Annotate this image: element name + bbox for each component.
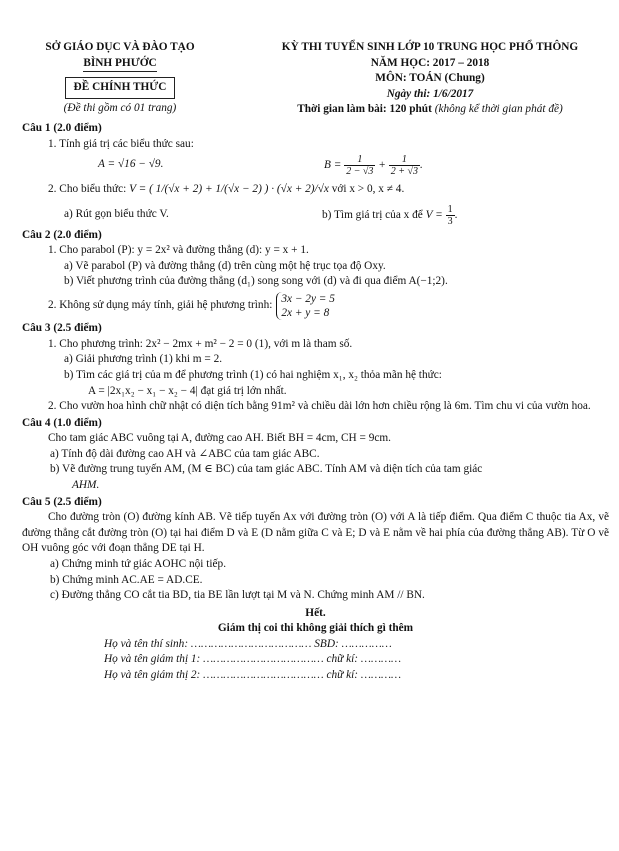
end-marker: Hết. (305, 606, 326, 619)
duration-note: (không kể thời gian phát đề) (434, 103, 563, 116)
q1-expressions (22, 152, 609, 178)
q5-b: b) Chứng minh AC.AE = AD.CE. (50, 573, 203, 586)
frac-1-den: 2 − √3 (346, 165, 374, 177)
expression-a: A = √16 − √9. (98, 158, 164, 171)
proctor-1-line: Họ và tên giám thị 1: ……………………………… chữ kí: ………… (104, 653, 402, 666)
question-1-title: Câu 1 (2.0 điểm) (22, 122, 102, 134)
q5-a: a) Chứng minh tứ giác AOHC nội tiếp. (50, 557, 227, 570)
exam-title: KỲ THI TUYỂN SINH LỚP 10 TRUNG HỌC PHỔ THÔNG (281, 41, 579, 53)
third-den: 3 (447, 215, 453, 227)
q3-part1-b: b) Tìm các giá trị của m để phương trình (1) có hai nghiệm x₁, x₂ thỏa mãn hệ thức: (64, 369, 442, 381)
invigilator-note: Giám thị coi thi không giải thích gì thêm (217, 622, 414, 635)
question-4-title: Câu 4 (1.0 điểm) (22, 416, 102, 429)
page-count-note: (Đề thi gồm có 01 trang) (63, 101, 177, 114)
q3-part1-a: a) Giải phương trình (1) khi m = 2. (64, 353, 223, 366)
equation-2: 2x + y = 8 (281, 307, 330, 320)
fraction-2 (389, 154, 420, 177)
frac-2-num: 1 (389, 154, 420, 166)
fraction-third (446, 204, 455, 227)
expr-b-end: . (419, 158, 423, 171)
duration-text: Thời gian làm bài: 120 phút (297, 103, 432, 116)
q4-b-cont: AHM. (72, 479, 100, 492)
school-year: NĂM HỌC: 2017 – 2018 (370, 56, 490, 69)
q4-intro: Cho tam giác ABC vuông tại A, đường cao AH. Biết BH = 4cm, CH = 9cm. (48, 432, 392, 445)
department-block (30, 40, 210, 116)
frac-2-den: 2 + √3 (390, 165, 418, 177)
equation-system (276, 292, 335, 320)
q2-part1: 1. Cho parabol (P): y = 2x² và đường thẳng (d): y = x + 1. (48, 244, 309, 257)
q1-b-text: b) Tìm giá trị của x để (322, 208, 423, 221)
q5-intro: Cho đường tròn (O) đường kính AB. Vẽ tiếp tuyến Ax với đường tròn (O) với A là tiếp điểm. Qua điểm C thuộc tia Ax, vẽ đường thẳng cắt đường tròn (O) tại hai điểm D và E (D nằm giữa C và E; D và E nằm về hai phía của đường thẳng AB). Từ O vẽ OH vuông góc với đoạn thẳng DE tại H. (22, 511, 609, 555)
fraction-1 (344, 154, 375, 177)
q4-b: b) Vẽ đường trung tuyến AM, (M ∈ BC) của tam giác ABC. Tính AM và diện tích của tam giác (50, 463, 483, 476)
candidate-line: Họ và tên thí sinh: ……………………………… SBD: …………… (104, 637, 392, 650)
q2-part2-intro: 2. Không sử dụng máy tính, giải hệ phương trình: (48, 299, 273, 312)
q1-b-end: . (454, 208, 458, 221)
official-label: ĐỀ CHÍNH THỨC (65, 77, 176, 99)
subject: MÔN: TOÁN (Chung) (375, 72, 485, 85)
q2-part1-b: b) Viết phương trình của đường thẳng (d₁) song song với (d) và đi qua điểm A(−1;2). (64, 275, 448, 288)
question-5 (22, 495, 609, 604)
province-name: BÌNH PHƯỚC (83, 56, 156, 73)
exam-page (22, 40, 609, 684)
question-2-title: Câu 2 (2.0 điểm) (22, 228, 102, 241)
question-2 (22, 228, 609, 321)
exam-date: Ngày thi: 1/6/2017 (386, 87, 474, 100)
q3-part1: 1. Cho phương trình: 2x² − 2mx + m² − 2 = 0 (1), với m là tham số. (48, 337, 353, 350)
q2-part1-a: a) Vẽ parabol (P) và đường thẳng (d) trên cùng một hệ trục tọa độ Oxy. (64, 259, 386, 272)
duration-line (250, 102, 610, 118)
q1-part2-a: a) Rút gọn biểu thức V. (64, 208, 169, 221)
q1-subparts (22, 204, 609, 227)
frac-1-num: 1 (344, 154, 375, 166)
expr-b-lhs: B = (324, 158, 342, 171)
question-1 (22, 121, 609, 227)
exam-header (22, 40, 609, 120)
q1-condition: với x > 0, x ≠ 4. (331, 183, 405, 196)
department-name: SỞ GIÁO DỤC VÀ ĐÀO TẠO (45, 41, 195, 53)
exam-footer (22, 606, 609, 684)
q3-part2: 2. Cho vườn hoa hình chữ nhật có diện tích bằng 91m² và chiều dài lớn hơn chiều rộng là 6m. Tìm chu vi của vườn hoa. (48, 400, 591, 413)
q1-b-lhs: V = (425, 208, 443, 221)
question-4 (22, 416, 609, 494)
expression-b (324, 154, 423, 177)
q3-part1-b-formula: A = |2x₁x₂ − x₁ − x₂ − 4| đạt giá trị lớn nhất. (88, 384, 287, 397)
q2-part2 (22, 292, 609, 320)
equation-1: 3x − 2y = 5 (281, 293, 335, 306)
question-3 (22, 321, 609, 414)
expression-v: V = ( 1/(√x + 2) + 1/(√x − 2) ) · (√x + 2)/√x (129, 183, 329, 196)
q1-part2 (22, 182, 609, 198)
question-3-title: Câu 3 (2.5 điểm) (22, 322, 102, 335)
proctor-2-line: Họ và tên giám thị 2: ……………………………… chữ kí: ………… (104, 668, 402, 681)
question-5-title: Câu 5 (2.5 điểm) (22, 495, 102, 508)
q1-part2-b (322, 204, 457, 227)
q1-part1: 1. Tính giá trị các biểu thức sau: (48, 137, 194, 150)
plus-sign: + (378, 158, 386, 171)
third-num: 1 (447, 203, 453, 215)
q5-c: c) Đường thẳng CO cắt tia BD, tia BE lần lượt tại M và N. Chứng minh AM // BN. (50, 589, 425, 602)
q1-part2-intro: 2. Cho biểu thức: (48, 183, 127, 196)
q4-a: a) Tính độ dài đường cao AH và ∠ABC của tam giác ABC. (50, 447, 320, 460)
exam-info-block (250, 40, 610, 118)
